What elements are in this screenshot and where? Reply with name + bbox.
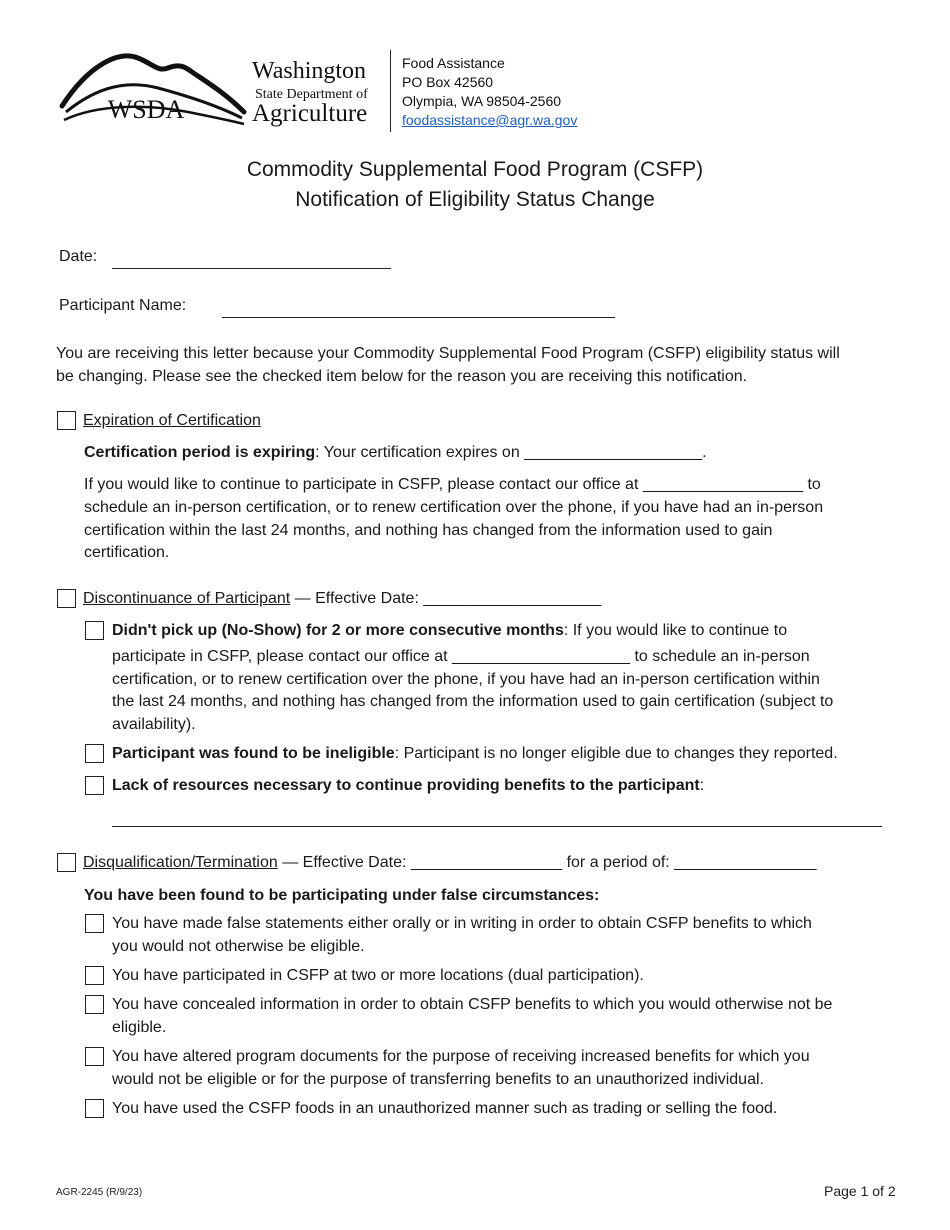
intro-line-1: You are receiving this letter because your Commodity Supplemental Food Program (CSFP) eligibility status will (56, 345, 840, 362)
date-label: Date: (59, 248, 98, 265)
noshow-line-3: certification, or to renew certification over the phone, if you have had an in-person certification within (112, 671, 820, 688)
expiration-notice (84, 441, 707, 464)
resources-line (112, 774, 704, 797)
expiration-heading: Expiration of Certification (83, 412, 261, 429)
expiration-notice-bold: Certification period is expiring (84, 444, 316, 461)
resources-bold: Lack of resources necessary to continue providing benefits to the participant (112, 777, 700, 794)
noshow-checkbox[interactable] (85, 621, 104, 640)
concealed-info-line-1: You have concealed information in order to obtain CSFP benefits to which you would otherwise not be (112, 996, 833, 1013)
unauthorized-use-checkbox[interactable] (85, 1099, 104, 1118)
ineligible-line (112, 742, 838, 765)
form-subtitle: Notification of Eligibility Status Change (295, 188, 655, 211)
intro-line-2: be changing. Please see the checked item below for the reason you are receiving this notification. (56, 368, 748, 385)
expiration-p2-line-1: If you would like to continue to participate in CSFP, please contact our office at __________________ to (84, 476, 821, 493)
form-code: AGR-2245 (R/9/23) (56, 1187, 143, 1198)
org-name-agriculture: Agriculture (252, 100, 368, 127)
expiration-p2-line-4: certification. (84, 544, 170, 561)
false-statements-line-1: You have made false statements either orally or in writing in order to obtain CSFP benefits to which (112, 915, 812, 932)
address-po-box: PO Box 42560 (402, 74, 494, 90)
noshow-line-4: the last 24 months, and nothing has changed from the information used to gain certification (subject to (112, 693, 834, 710)
altered-documents-line-2: would not be eligible or for the purpose of transferring benefits to an unauthorized individual. (112, 1071, 764, 1088)
expiration-p2-line-3: certification within the last 24 months, and nothing has changed from the information used to gain (84, 522, 773, 539)
org-name-washington: Washington (252, 58, 367, 84)
expiration-notice-text: : Your certification expires on ____________________. (315, 444, 707, 461)
noshow-text: : If you would like to continue to (563, 622, 788, 639)
unauthorized-use-line-1: You have used the CSFP foods in an unauthorized manner such as trading or selling the food. (112, 1100, 778, 1117)
discontinuance-heading: Discontinuance of Participant (83, 590, 291, 607)
address-email-link[interactable]: foodassistance@agr.wa.gov (402, 112, 578, 128)
disqualification-heading-row (83, 851, 817, 874)
altered-documents-line-1: You have altered program documents for the purpose of receiving increased benefits for which you (112, 1048, 810, 1065)
resources-checkbox[interactable] (85, 776, 104, 795)
altered-documents-checkbox[interactable] (85, 1047, 104, 1066)
concealed-info-checkbox[interactable] (85, 995, 104, 1014)
disqualification-subheading-text: You have been found to be participating under false circumstances: (84, 887, 600, 904)
noshow-bold: Didn't pick up (No-Show) for 2 or more consecutive months (112, 622, 564, 639)
participant-name-label: Participant Name: (59, 297, 187, 314)
disqualification-subheading (84, 884, 599, 907)
logo-wordmark: WSDA (107, 95, 185, 124)
mountain-logo-icon (58, 46, 248, 136)
noshow-line-2: participate in CSFP, please contact our office at ____________________ to schedule an in-person (112, 648, 810, 665)
disqualification-heading: Disqualification/Termination (83, 854, 278, 871)
discontinuance-heading-row (83, 587, 601, 610)
dual-participation-line-1: You have participated in CSFP at two or more locations (dual participation). (112, 967, 644, 984)
discontinuance-effective-date: — Effective Date: ____________________ (290, 590, 602, 607)
address-city: Olympia, WA 98504-2560 (402, 93, 562, 109)
ineligible-checkbox[interactable] (85, 744, 104, 763)
form-title: Commodity Supplemental Food Program (CSFP) (246, 158, 704, 181)
disqualification-effective: — Effective Date: _________________ for a period of: ________________ (277, 854, 817, 871)
wsda-logo (58, 46, 248, 136)
dual-participation-checkbox[interactable] (85, 966, 104, 985)
expiration-checkbox[interactable] (57, 411, 76, 430)
false-statements-line-2: you would not otherwise be eligible. (112, 938, 365, 955)
header-divider (390, 50, 391, 132)
date-field[interactable] (112, 268, 391, 269)
discontinuance-checkbox[interactable] (57, 589, 76, 608)
ineligible-bold: Participant was found to be ineligible (112, 745, 395, 762)
concealed-info-line-2: eligible. (112, 1019, 167, 1036)
page-number: Page 1 of 2 (824, 1183, 896, 1199)
participant-name-field[interactable] (222, 317, 615, 318)
org-name-state-dept: State Department of (255, 87, 368, 102)
expiration-p2-line-2: schedule an in-person certification, or to renew certification over the phone, if you have had an in-person (84, 499, 824, 516)
resources-reason-field[interactable] (112, 826, 882, 827)
resources-text: : (699, 777, 705, 794)
disqualification-checkbox[interactable] (57, 853, 76, 872)
ineligible-text: : Participant is no longer eligible due to changes they reported. (394, 745, 838, 762)
false-statements-checkbox[interactable] (85, 914, 104, 933)
address-dept: Food Assistance (402, 55, 505, 71)
noshow-line-5: availability). (112, 716, 196, 733)
noshow-line-1 (112, 619, 787, 642)
